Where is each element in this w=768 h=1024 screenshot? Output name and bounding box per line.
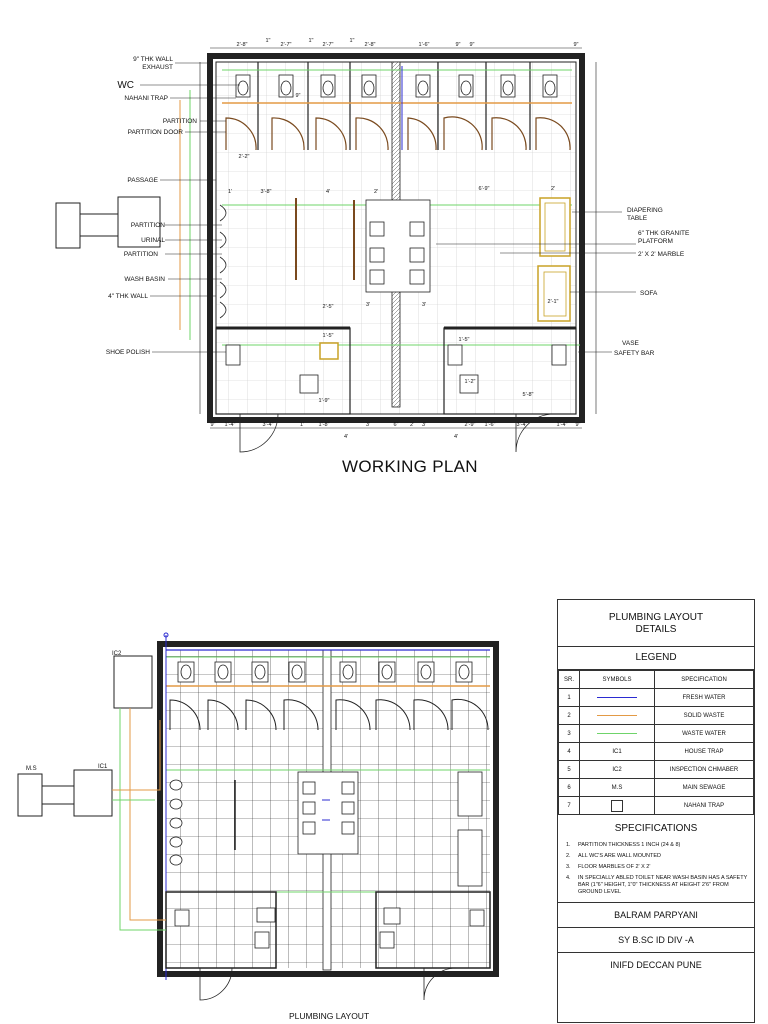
sofa — [538, 266, 570, 321]
legend-panel — [557, 599, 755, 1023]
legend-row — [559, 689, 754, 707]
legend-spec: NAHANI TRAP — [655, 797, 754, 815]
legend-sr: 2 — [559, 707, 580, 725]
dim-inner: 1'-2" — [464, 379, 476, 385]
waste-water-line-icon — [580, 725, 655, 743]
legend-symbol: IC2 — [580, 761, 655, 779]
author-name: BALRAM PARPYANI — [558, 902, 754, 927]
dim-bottom: 1'-8" — [318, 422, 330, 428]
dim-top: 1" — [349, 38, 355, 44]
class-division: SY B.SC ID DIV -A — [558, 927, 754, 952]
dim-inner: 5'-8" — [522, 392, 534, 398]
legend-spec: MAIN SEWAGE — [655, 779, 754, 797]
dim-inner: 3' — [365, 302, 371, 308]
institute-name: INIFD DECCAN PUNE — [558, 952, 754, 977]
label-table: TABLE — [627, 215, 648, 222]
dim-top: 2'-8" — [364, 42, 376, 48]
label-passage: PASSAGE — [127, 177, 158, 184]
dim-inner: 4' — [453, 434, 459, 440]
plumbing-layout-title: PLUMBING LAYOUT — [289, 1011, 370, 1021]
label-partition-mid: PARTITION — [130, 222, 165, 229]
dim-inner: 2'-5" — [322, 304, 334, 310]
label-nahani-trap: NAHANI TRAP — [124, 95, 168, 102]
spec-text: ALL WC'S ARE WALL MOUNTED — [578, 853, 661, 859]
working-plan-title: WORKING PLAN — [342, 457, 478, 476]
legend-sr: 7 — [559, 797, 580, 815]
wash-basin-island — [366, 200, 430, 292]
label-partition-door: PARTITION DOOR — [127, 129, 183, 136]
legend-row — [559, 779, 754, 797]
fresh-water-line-icon — [580, 689, 655, 707]
spec-item — [558, 851, 754, 862]
dim-bottom: 1'-6" — [484, 422, 496, 428]
spec-item — [558, 862, 754, 873]
working-plan-drawing — [0, 0, 768, 490]
label-platform: PLATFORM — [638, 238, 673, 245]
label-wash-basin: WASH BASIN — [124, 276, 165, 283]
label-exhaust: EXHAUST — [142, 64, 173, 71]
dim-bottom: 3' — [421, 422, 427, 428]
legend-spec: HOUSE TRAP — [655, 743, 754, 761]
dim-top: 1" — [265, 38, 271, 44]
dim-inner: 2' — [550, 186, 556, 192]
label-ic1: IC1 — [98, 764, 108, 770]
legend-spec: INSPECTION CHMABER — [655, 761, 754, 779]
dim-top: 2'-7" — [322, 42, 334, 48]
legend-panel-title: PLUMBING LAYOUT DETAILS — [558, 600, 754, 647]
spec-number: 3. — [566, 864, 571, 870]
dim-inner: 1'-5" — [322, 333, 334, 339]
legend-spec: WASTE WATER — [655, 725, 754, 743]
label-partition-low: PARTITION — [123, 251, 158, 258]
dim-bottom: 1'-4" — [224, 422, 236, 428]
spec-item — [558, 873, 754, 902]
dim-inner: 2' — [373, 189, 379, 195]
nahani-trap-square-icon — [580, 797, 655, 815]
label-wall: 9" THK WALL — [133, 56, 173, 63]
label-wc: WC — [117, 80, 134, 91]
label-shoe-polish: SHOE POLISH — [105, 349, 150, 356]
label-ms: M.S — [26, 766, 37, 772]
label-4in-wall: 4" THK WALL — [108, 293, 148, 300]
dim-top: 2'-7" — [280, 42, 292, 48]
diapering-table — [540, 198, 570, 256]
legend-sr: 3 — [559, 725, 580, 743]
label-marble: 2' X 2' MARBLE — [638, 251, 685, 258]
legend-header-sr: SR. — [559, 671, 580, 689]
legend-header-row — [559, 671, 754, 689]
dim-bottom: 3'-4" — [262, 422, 274, 428]
dim-inner: 1'-5" — [458, 337, 470, 343]
dim-top: 1'-6" — [418, 42, 430, 48]
legend-header-symbols: SYMBOLS — [580, 671, 655, 689]
dim-top: 9" — [469, 42, 475, 48]
spec-text: FLOOR MARBLES OF 2' X 2' — [578, 864, 651, 870]
legend-table — [558, 670, 754, 815]
shoe-polish — [320, 343, 338, 359]
dim-bottom: 1' — [299, 422, 305, 428]
spec-number: 4. — [566, 875, 571, 881]
dim-bottom: 2' — [409, 422, 415, 428]
dim-inner: 1' — [227, 189, 233, 195]
dim-top: 9" — [455, 42, 461, 48]
dim-inner: 4' — [325, 189, 331, 195]
label-urinal: URINAL — [141, 237, 165, 244]
dim-top: 2'-8" — [236, 42, 248, 48]
spec-text: PARTITION THICKNESS 1 INCH (24 & 8) — [578, 842, 681, 848]
dim-top: 9" — [573, 42, 579, 48]
label-granite: 6" THK GRANITE — [638, 230, 690, 237]
plumbing-layout-drawing — [0, 620, 550, 1024]
dim-inner: 4' — [343, 434, 349, 440]
label-partition-top: PARTITION — [162, 118, 197, 125]
legend-row — [559, 725, 754, 743]
dim-inner: 2'-1" — [547, 299, 559, 305]
legend-spec: FRESH WATER — [655, 689, 754, 707]
label-safety-bar: SAFETY BAR — [614, 350, 655, 357]
legend-symbol: IC1 — [580, 743, 655, 761]
dim-inner: 3' — [421, 302, 427, 308]
legend-row — [559, 797, 754, 815]
legend-row — [559, 761, 754, 779]
spec-number: 2. — [566, 853, 571, 859]
dim-bottom: 1'-4" — [556, 422, 568, 428]
dim-bottom: 9" — [575, 422, 581, 428]
specifications-heading: SPECIFICATIONS — [614, 823, 698, 834]
legend-sr: 1 — [559, 689, 580, 707]
dim-inner: 1'-9" — [318, 398, 330, 404]
dim-bottom: 6" — [393, 422, 399, 428]
legend-row — [559, 743, 754, 761]
label-sofa: SOFA — [640, 290, 658, 297]
dim-inner: 2'-2" — [238, 154, 250, 160]
label-vase: VASE — [622, 340, 639, 347]
legend-row — [559, 707, 754, 725]
dim-bottom: 3' — [365, 422, 371, 428]
dim-inner: 9" — [295, 93, 301, 99]
legend-sr: 4 — [559, 743, 580, 761]
legend-header-spec: SPECIFICATION — [655, 671, 754, 689]
spec-number: 1. — [566, 842, 571, 848]
label-diapering: DIAPERING — [627, 207, 663, 214]
legend-heading: LEGEND — [558, 647, 754, 670]
spec-text: IN SPECIALLY ABLED TOILET NEAR WASH BASIN HAS A SAFETY BAR (1"6" HEIGHT, 1"0" THICKNESS AT HEIGHT 2'6" FROM GROUND LEVEL — [578, 875, 748, 895]
spec-item — [558, 840, 754, 851]
legend-symbol: M.S — [580, 779, 655, 797]
dim-bottom: 9" — [210, 422, 216, 428]
dim-inner: 6'-9" — [478, 186, 490, 192]
legend-spec: SOLID WASTE — [655, 707, 754, 725]
legend-sr: 5 — [559, 761, 580, 779]
dim-top: 1" — [308, 38, 314, 44]
dim-bottom: 3'-4" — [516, 422, 528, 428]
dim-inner: 3'-8" — [260, 189, 272, 195]
label-ic2: IC2 — [112, 651, 122, 657]
dim-bottom: 2'-9" — [464, 422, 476, 428]
solid-waste-line-icon — [580, 707, 655, 725]
legend-sr: 6 — [559, 779, 580, 797]
